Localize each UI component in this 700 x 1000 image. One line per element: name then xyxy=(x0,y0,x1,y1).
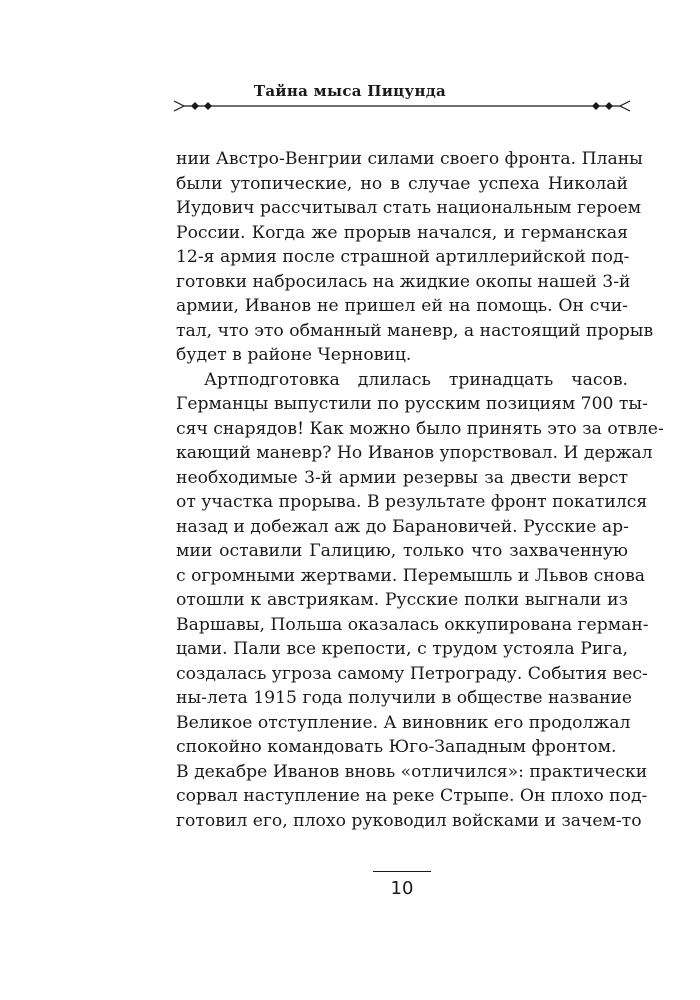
page-number: 10 xyxy=(390,878,414,899)
text-line: Артподготовка длилась тринадцать часов. xyxy=(204,369,628,390)
text-line: Германцы выпустили по русским позициям 700 ты- xyxy=(176,394,648,414)
text-line: кающий маневр? Но Иванов упорствовал. И держал xyxy=(176,443,653,463)
text-line: России. Когда же прорыв начался, и германская xyxy=(176,222,628,243)
text-line: спокойно командовать Юго-Западным фронтом. xyxy=(176,737,617,757)
text-line: мии оставили Галицию, только что захваченную xyxy=(176,541,628,561)
text-line: Варшавы, Польша оказалась оккупирована герман- xyxy=(176,614,649,635)
text-line: с огромными жертвами. Перемышль и Львов снова xyxy=(176,565,645,586)
body-text xyxy=(176,147,664,833)
text-line: Иудович рассчитывал стать национальным героем xyxy=(176,198,642,218)
text-line: назад и добежал аж до Барановичей. Русские ар- xyxy=(176,516,629,537)
text-line: от участка прорыва. В результате фронт покатился xyxy=(176,492,648,512)
text-line: армии, Иванов не пришел ей на помощь. Он счи- xyxy=(176,296,628,316)
text-line: были утопические, но в случае успеха Николай xyxy=(176,173,628,194)
text-line: тал, что это обманный маневр, а настоящий прорыв xyxy=(176,320,654,341)
text-line: создалась угроза самому Петрограду. События вес- xyxy=(176,663,648,684)
text-line: цами. Пали все крепости, с трудом устояла Рига, xyxy=(176,639,628,659)
text-line: необходимые 3-й армии резервы за двести верст xyxy=(176,467,628,488)
text-line: Великое отступление. А виновник его продолжал xyxy=(176,712,631,733)
folio-rule xyxy=(373,871,431,872)
text-line: В декабре Иванов вновь «отличился»: практически xyxy=(176,761,648,782)
text-line: готовки набросилась на жидкие окопы нашей 3-й xyxy=(176,271,631,292)
text-line: ны-лета 1915 года получили в обществе название xyxy=(176,688,633,708)
text-line: будет в районе Черновиц. xyxy=(176,345,412,365)
text-line: отошли к австриякам. Русские полки выгнали из xyxy=(176,590,628,610)
text-line: готовил его, плохо руководил войсками и зачем-то xyxy=(176,810,642,831)
text-line: сяч снарядов! Как можно было принять это за отвле- xyxy=(176,418,664,439)
text-line: нии Австро-Венгрии силами своего фронта. Планы xyxy=(176,149,643,169)
header-ornament-rule xyxy=(172,98,632,114)
running-head-title: Тайна мыса Пицунда xyxy=(253,82,447,100)
text-line: 12-я армия после страшной артиллерийской под- xyxy=(176,247,630,267)
text-line: сорвал наступление на реке Стрыпе. Он плохо под- xyxy=(176,786,648,806)
